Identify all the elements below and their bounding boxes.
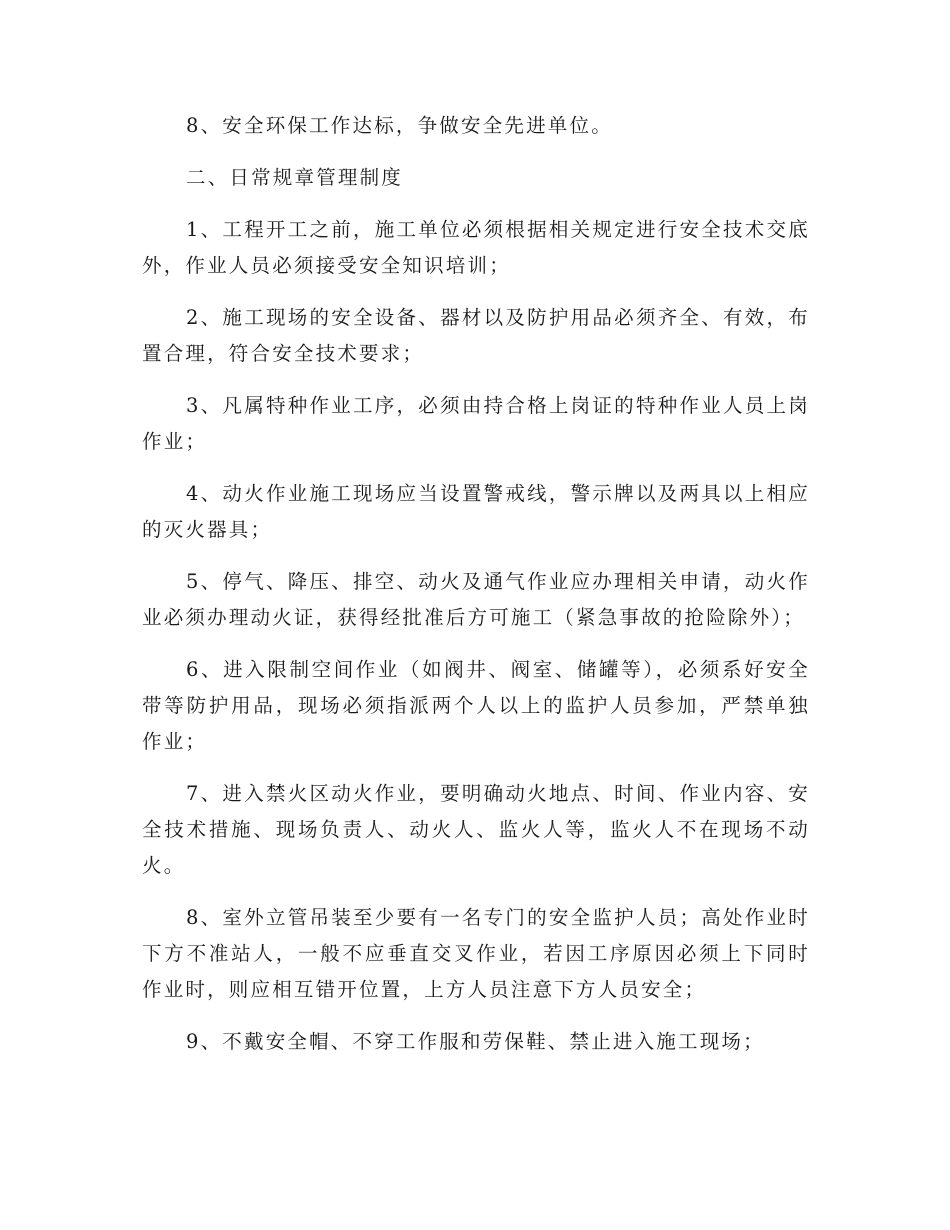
rule-1: 1、工程开工之前，施工单位必须根据相关规定进行安全技术交底外，作业人员必须接受安全知识培训； [142, 218, 810, 277]
paragraph-goal-8: 8、安全环保工作达标，争做安全先进单位。 [186, 114, 613, 137]
document-body [142, 108, 810, 1076]
rule-8: 8、室外立管吊装至少要有一名专门的安全监护人员；高处作业时下方不准站人，一般不应垂直交叉作业，若因工序原因必须上下同时作业时，则应相互错开位置，上方人员注意下方人员安全； [142, 906, 810, 1001]
rule-6: 6、进入限制空间作业（如阀井、阀室、储罐等），必须系好安全带等防护用品，现场必须指派两个人以上的监护人员参加，严禁单独作业； [142, 658, 810, 753]
section-heading: 二、日常规章管理制度 [186, 166, 404, 189]
rule-5: 5、停气、降压、排空、动火及通气作业应办理相关申请，动火作业必须办理动火证，获得经批准后方可施工（紧急事故的抢险除外）； [142, 570, 810, 629]
rule-4: 4、动火作业施工现场应当设置警戒线，警示牌以及两具以上相应的灭火器具； [142, 482, 810, 541]
rule-3: 3、凡属特种作业工序，必须由持合格上岗证的特种作业人员上岗作业； [142, 394, 810, 453]
rule-2: 2、施工现场的安全设备、器材以及防护用品必须齐全、有效，布置合理，符合安全技术要求； [142, 306, 810, 365]
rule-9: 9、不戴安全帽、不穿工作服和劳保鞋、禁止进入施工现场； [186, 1030, 765, 1053]
rule-7: 7、进入禁火区动火作业，要明确动火地点、时间、作业内容、安全技术措施、现场负责人、动火人、监火人等，监火人不在现场不动火。 [142, 782, 810, 877]
